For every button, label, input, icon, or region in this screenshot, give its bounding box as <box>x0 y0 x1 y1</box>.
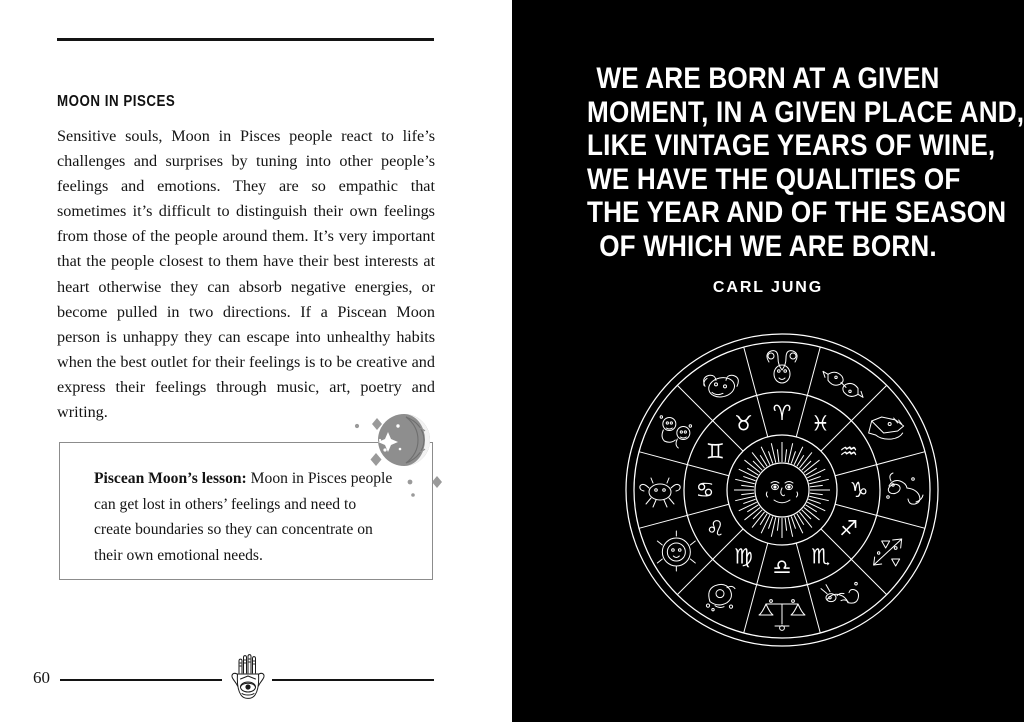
quote-line: WE HAVE THE QUALITIES OF <box>587 162 961 196</box>
quote-line: THE YEAR AND OF THE SEASON <box>587 196 1007 229</box>
quote-line: LIKE VINTAGE YEARS OF WINE, <box>587 129 996 162</box>
quote-line: MOMENT, IN A GIVEN PLACE AND, <box>587 95 1024 129</box>
quote-block <box>587 62 1024 263</box>
zodiac-glyph-aquarius: ♒ <box>839 439 859 464</box>
zodiac-glyph-taurus: ♉ <box>734 411 753 436</box>
zodiac-wheel-icon <box>623 331 941 649</box>
zodiac-figure-gemini <box>660 416 691 448</box>
zodiac-glyph-leo: ♌ <box>705 516 725 541</box>
sun-face-icon <box>734 442 830 538</box>
lesson-callout-text <box>94 466 394 568</box>
quote-attribution: CARL JUNG <box>712 279 824 296</box>
footer-rule-right <box>272 679 434 681</box>
zodiac-figure-libra <box>759 600 805 631</box>
body-copy <box>57 124 435 425</box>
page-title: MOON IN PISCES <box>57 93 176 110</box>
zodiac-glyph-gemini: ♊ <box>705 439 725 464</box>
zodiac-glyph-pisces: ♓ <box>811 411 830 436</box>
zodiac-figure-pisces <box>823 371 863 397</box>
zodiac-figure-scorpio <box>821 582 859 603</box>
zodiac-figure-capricorn <box>887 473 923 504</box>
zodiac-glyph-virgo: ♍ <box>734 544 753 569</box>
hamsa-hand-eye-icon <box>228 652 268 704</box>
zodiac-glyph-cancer: ♋ <box>695 478 715 502</box>
zodiac-figure-aquarius <box>869 417 904 439</box>
zodiac-figure-aries <box>767 351 797 383</box>
zodiac-figure-cancer <box>640 478 680 507</box>
hamsa-hand-eye-svg <box>228 652 268 704</box>
quote-line: OF WHICH WE ARE BORN. <box>599 229 937 263</box>
zodiac-figure-virgo <box>706 584 735 611</box>
zodiac-figure-sagittarius <box>874 539 902 566</box>
quote-line: WE ARE BORN AT A GIVEN <box>596 62 940 95</box>
page-number: 60 <box>33 668 50 687</box>
lesson-lead-label: Piscean Moon’s lesson: <box>94 470 247 487</box>
zodiac-figure-leo <box>657 531 695 571</box>
footer-rule-left <box>60 679 222 681</box>
zodiac-figure-taurus <box>704 375 739 399</box>
zodiac-wheel-svg <box>623 331 941 649</box>
lesson-body-text: Moon in Pisces people can get lost in others’ feelings and need to create boundaries so they can concentrate on their own emotional needs. <box>94 470 393 564</box>
zodiac-glyph-libra: ♎ <box>772 555 792 579</box>
body-paragraph: Sensitive souls, Moon in Pisces people react to life’s challenges and surprises by tuning into other people’s feelings and emotions. They are so empathic that sometimes it’s difficult to distinguish their own feelings from those of the people around them. It’s very important that the people closest to them have their best interests at heart otherwise they can absorb negative energies, or become pulled in two directions. If a Piscean Moon person is unhappy they can escape into unhealthy habits when the best outlet for their feelings is to be creative and express their feelings through music, art, poetry and writing. <box>57 127 435 422</box>
zodiac-glyph-sagittarius: ♐ <box>839 516 859 541</box>
zodiac-glyph-aries: ♈ <box>772 401 792 425</box>
top-divider-rule <box>57 38 434 41</box>
zodiac-glyph-scorpio: ♏ <box>811 544 830 569</box>
zodiac-glyph-capricorn: ♑ <box>849 478 869 502</box>
